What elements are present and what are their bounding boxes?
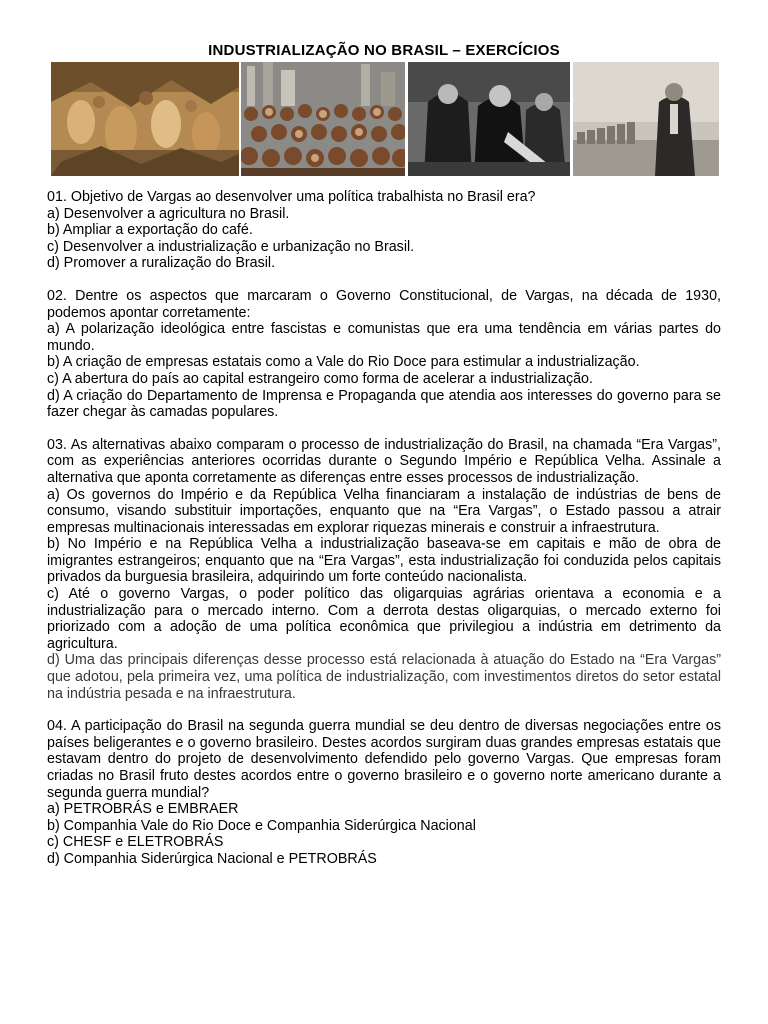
option-d: d) Uma das principais diferenças desse processo está relacionada à atuação do Estado na “Era Vargas” que adotou, pela primeira vez, uma política de industrialização, com investimentos diretos do setor estatal na indústria pesada e na infraestrutura. [47,652,721,702]
exercise-list [47,189,721,884]
option-c: c) CHESF e ELETROBRÁS [47,834,224,851]
question-1 [47,189,721,272]
option-b: b) Ampliar a exportação do café. [47,222,253,239]
option-b: b) A criação de empresas estatais como a Vale do Rio Doce para estimular a industrialização. [47,354,640,371]
option-b: b) No Império e na República Velha a industrialização baseava-se em capitais e mão de obra de imigrantes estrangeiros; enquanto que na “Era Vargas”, esta industrialização foi conduzida pelos capitais privados da burguesia brasileira, adquirindo um forte conteúdo nacionalista. [47,536,721,586]
page-title: INDUSTRIALIZAÇÃO NO BRASIL – EXERCÍCIOS [208,42,560,59]
option-a: a) PETROBRÁS e EMBRAER [47,801,239,818]
option-d: d) Promover a ruralização do Brasil. [47,255,276,272]
question-stem: 01. Objetivo de Vargas ao desenvolver uma política trabalhista no Brasil era? [47,189,536,205]
question-stem: 03. As alternativas abaixo comparam o processo de industrialização do Brasil, na chamada “Era Vargas”, com as experiências anteriores ocorridas durante o Segundo Império e República Velha. Assinale a alternativa que aponta corretamente as diferenças entre esses processos de industrialização. [47,436,721,486]
factory-crowd-painting-image [241,62,405,176]
question-2 [47,288,721,421]
option-c: c) Até o governo Vargas, o poder político das oligarquias agrárias orientava a economia e a industrialização para o mercado interno. Com a derrota destas oligarquias, o mercado externo foi priorizado com a adoção de uma política econômica que privilegiou a indústria em detrimento da agricultura. [47,586,721,652]
option-a: a) Os governos do Império e da República Velha financiaram a instalação de indústrias de bens de consumo, visando substituir importações, enquanto que na “Era Vargas”, o Estado passou a atrair empresas multinacionais interessadas em explorar riquezas minerais e construir a infraestrutura. [47,486,721,536]
question-4 [47,718,721,867]
question-stem: 04. A participação do Brasil na segunda guerra mundial se deu dentro de diversas negociações entre os países beligerantes e o governo brasileiro. Destes acordos surgiram duas grandes empresas estatais que estavam dentro do projeto de desenvolvimento defendido pelo governo Vargas. Que empresas foram criadas no Brasil fruto destes acordos entre o governo brasileiro e o governo norte americano durante a segunda guerra mundial? [47,718,721,801]
question-stem: 02. Dentre os aspectos que marcaram o Governo Constitucional, de Vargas, na década de 1930, podemos apontar corretamente: [47,287,721,321]
mural-workers-image [51,62,239,176]
option-b: b) Companhia Vale do Rio Doce e Companhia Siderúrgica Nacional [47,817,476,834]
image-strip [51,62,719,176]
option-d: d) A criação do Departamento de Imprensa e Propaganda que atendia aos interesses do governo para se fazer chegar às camadas populares. [47,387,721,421]
option-c: c) A abertura do país ao capital estrangeiro como forma de acelerar a industrialização. [47,370,593,387]
man-with-factory-photo [573,62,719,176]
option-a: a) Desenvolver a agricultura no Brasil. [47,205,290,222]
question-3 [47,437,721,703]
option-c: c) Desenvolver a industrialização e urbanização no Brasil. [47,238,415,255]
vargas-officials-photo [408,62,570,176]
option-d: d) Companhia Siderúrgica Nacional e PETROBRÁS [47,850,377,867]
option-a: a) A polarização ideológica entre fascistas e comunistas que era uma tendência em várias partes do mundo. [47,321,721,354]
